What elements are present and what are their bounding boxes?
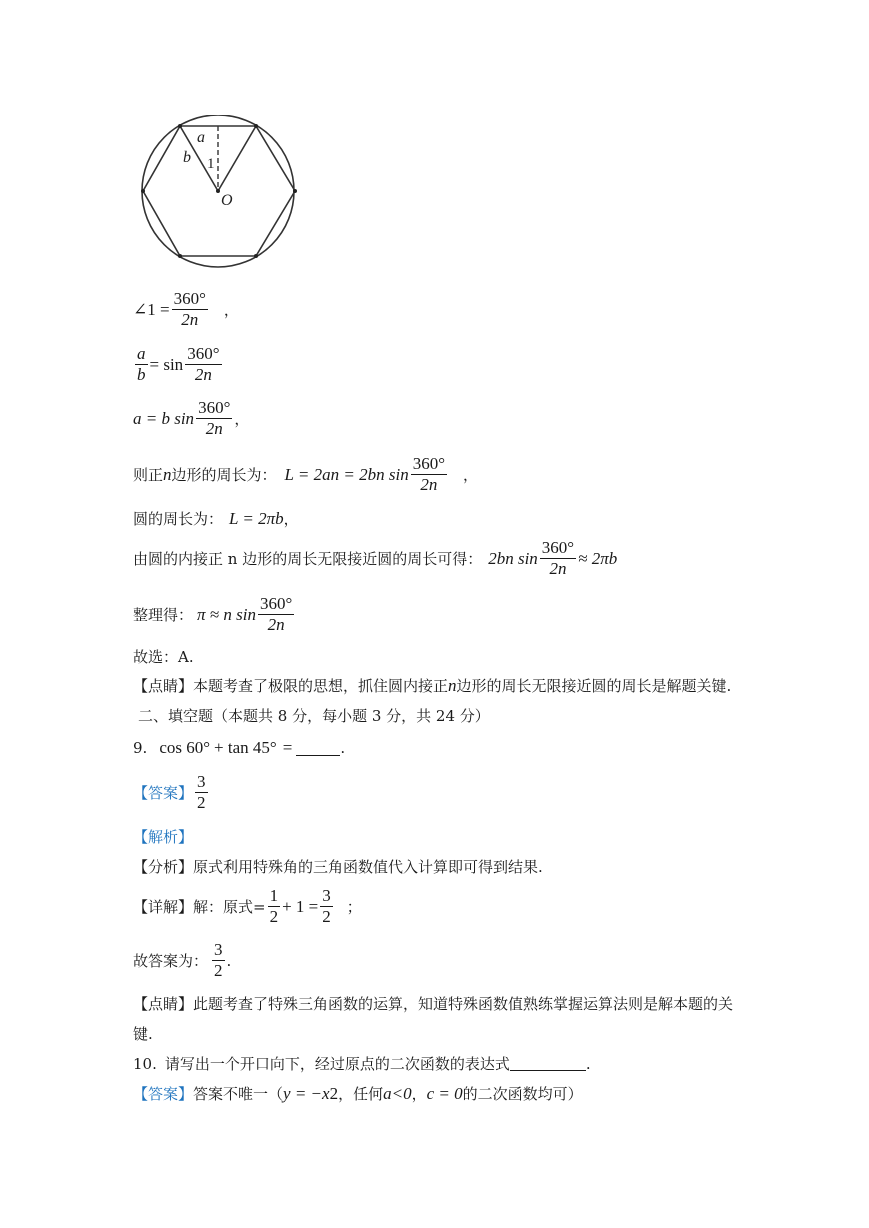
fraction: $\frac{360^\circ}{2n}$ — [259, 594, 293, 634]
perimeter-expr: L = 2an = 2bn sin — [284, 464, 409, 484]
answer-post: 的二次函数均可） — [462, 1085, 583, 1103]
analysis-tag: 【解析】 — [133, 828, 194, 846]
comment-line-1 — [133, 675, 731, 696]
degree: ° — [269, 738, 277, 757]
comment-line-2b — [133, 1023, 153, 1044]
fraction-one-half: $\frac{1}{2}$ — [269, 886, 279, 926]
section-heading — [138, 705, 490, 726]
label-angle-1: 1 — [207, 156, 215, 172]
circle-perimeter-line — [133, 508, 299, 529]
circle-perimeter-expr: L = 2πb — [229, 508, 284, 528]
fraction-three-halves: $\frac{3}{2}$ — [322, 886, 331, 926]
fraction: $\frac{360^\circ}{2n}$ — [412, 454, 446, 494]
answer-mid1: ，任何 — [338, 1085, 384, 1103]
period: . — [585, 1054, 591, 1073]
text-pre: 则正 — [133, 466, 164, 484]
fraction-three-halves: $\frac{3}{2}$ — [197, 772, 206, 812]
comma: ， — [463, 466, 479, 484]
eq-sin: = sin — [149, 354, 184, 374]
text-post: 边形的周长为： — [171, 466, 277, 484]
c-eq-zero: c = 0 — [426, 1083, 463, 1103]
a-lt-zero: a<0 — [383, 1083, 412, 1103]
question-10 — [133, 1053, 591, 1074]
comma: ， — [223, 303, 239, 319]
label-O: O — [221, 192, 233, 209]
answer-tag: 【答案】 — [133, 1085, 194, 1103]
label-b: b — [183, 149, 191, 166]
answer-pre: 答案不唯一（ — [193, 1085, 284, 1103]
vertex-dot — [141, 189, 145, 193]
text: 圆的周长为： — [133, 510, 224, 528]
answer-blank — [296, 741, 340, 756]
plus-one-eq: + 1 = — [282, 896, 319, 916]
question-number: 9. — [133, 739, 148, 757]
fraction-a-over-b: $\frac{a}{b}$ — [137, 344, 146, 384]
center-dot — [216, 189, 220, 193]
vertex-dot — [254, 254, 258, 258]
equation-angle — [133, 289, 239, 330]
fraction: $\frac{360^\circ}{2n}$ — [187, 344, 220, 384]
final-answer-line — [133, 940, 231, 981]
period: . — [226, 951, 232, 970]
angle-lhs: ∠1 = — [133, 299, 170, 319]
fenxi-line — [133, 856, 543, 877]
var-n: n — [163, 464, 172, 484]
approach-line — [133, 538, 617, 579]
a-eq-b-sin: a = b sin — [133, 408, 195, 428]
pi-expr: π ≈ n sin — [197, 604, 256, 624]
text: 由圆的内接正 n 边形的周长无限接近圆的周长可得： — [133, 550, 483, 568]
vertex-dot — [178, 254, 182, 258]
comment-text: 键. — [133, 1025, 153, 1043]
fraction-three-halves: $\frac{3}{2}$ — [214, 940, 223, 980]
approx-rhs: ≈ 2πb — [578, 548, 618, 568]
fraction: $\frac{360^\circ}{2n}$ — [198, 398, 231, 438]
degree: ° — [203, 738, 211, 757]
vertex-dot — [293, 189, 297, 193]
section-title: 二、填空题（本题共 8 分，每小题 3 分，共 24 分） — [138, 707, 490, 725]
comma: ， — [283, 510, 299, 528]
detail-line — [133, 886, 362, 927]
radius-line-right — [218, 126, 256, 191]
question-number: 10. — [133, 1054, 157, 1073]
question-text: 请写出一个开口向下，经过原点的二次函数的表达式 — [164, 1055, 510, 1073]
comma: ， — [234, 412, 250, 428]
answer-blank — [510, 1056, 586, 1071]
comment-tag: 【点睛】 — [133, 995, 194, 1013]
text: 整理得： — [133, 606, 194, 624]
choice-line — [133, 646, 194, 667]
semicolon: ； — [346, 898, 362, 916]
vertex-dot — [178, 124, 182, 128]
tan-expr: + tan 45 — [214, 738, 270, 757]
vertex-dot — [254, 124, 258, 128]
fenxi-tag: 【分析】 — [133, 858, 194, 876]
answer-line-10 — [133, 1083, 583, 1104]
period: . — [340, 739, 346, 757]
comment-tag: 【点睛】 — [133, 677, 194, 695]
final-pre: 故答案为： — [133, 952, 209, 970]
text-post: 边形的周长无限接近圆的周长是解题关键. — [456, 677, 732, 695]
eq: = — [282, 738, 293, 757]
fraction: $\frac{360^\circ}{2n}$ — [173, 289, 206, 329]
analysis-line — [133, 826, 193, 847]
comment-text: 此题考查了特殊三角函数的运算，知道特殊函数值熟练掌握运算法则是解本题的关 — [193, 995, 734, 1013]
answer-mid2: ， — [411, 1085, 427, 1103]
approx-lhs: 2bn sin — [488, 548, 538, 568]
perimeter-polygon-line — [133, 454, 478, 495]
square: 2 — [329, 1083, 339, 1103]
question-9 — [133, 738, 345, 758]
y-expr: y = −x — [283, 1083, 330, 1103]
fraction: $\frac{360^\circ}{2n}$ — [541, 538, 575, 578]
var-n: n — [448, 675, 457, 695]
simplify-line — [133, 594, 296, 635]
answer-line — [133, 772, 210, 813]
hexagon-circle-figure — [135, 115, 305, 275]
text-pre: 本题考查了极限的思想，抓住圆内接正 — [193, 677, 449, 695]
comment-line-2a — [133, 993, 733, 1014]
answer-tag: 【答案】 — [133, 784, 194, 802]
equation-ratio — [133, 344, 224, 385]
cos-expr: cos 60 — [159, 738, 204, 757]
label-a: a — [197, 129, 205, 146]
text: 故选：A. — [133, 648, 194, 666]
equation-a — [133, 398, 249, 439]
fenxi-text: 原式利用特殊角的三角函数值代入计算即可得到结果. — [193, 858, 543, 876]
detail-tag: 【详解】 — [133, 898, 194, 916]
detail-pre: 解：原式= — [193, 898, 266, 916]
